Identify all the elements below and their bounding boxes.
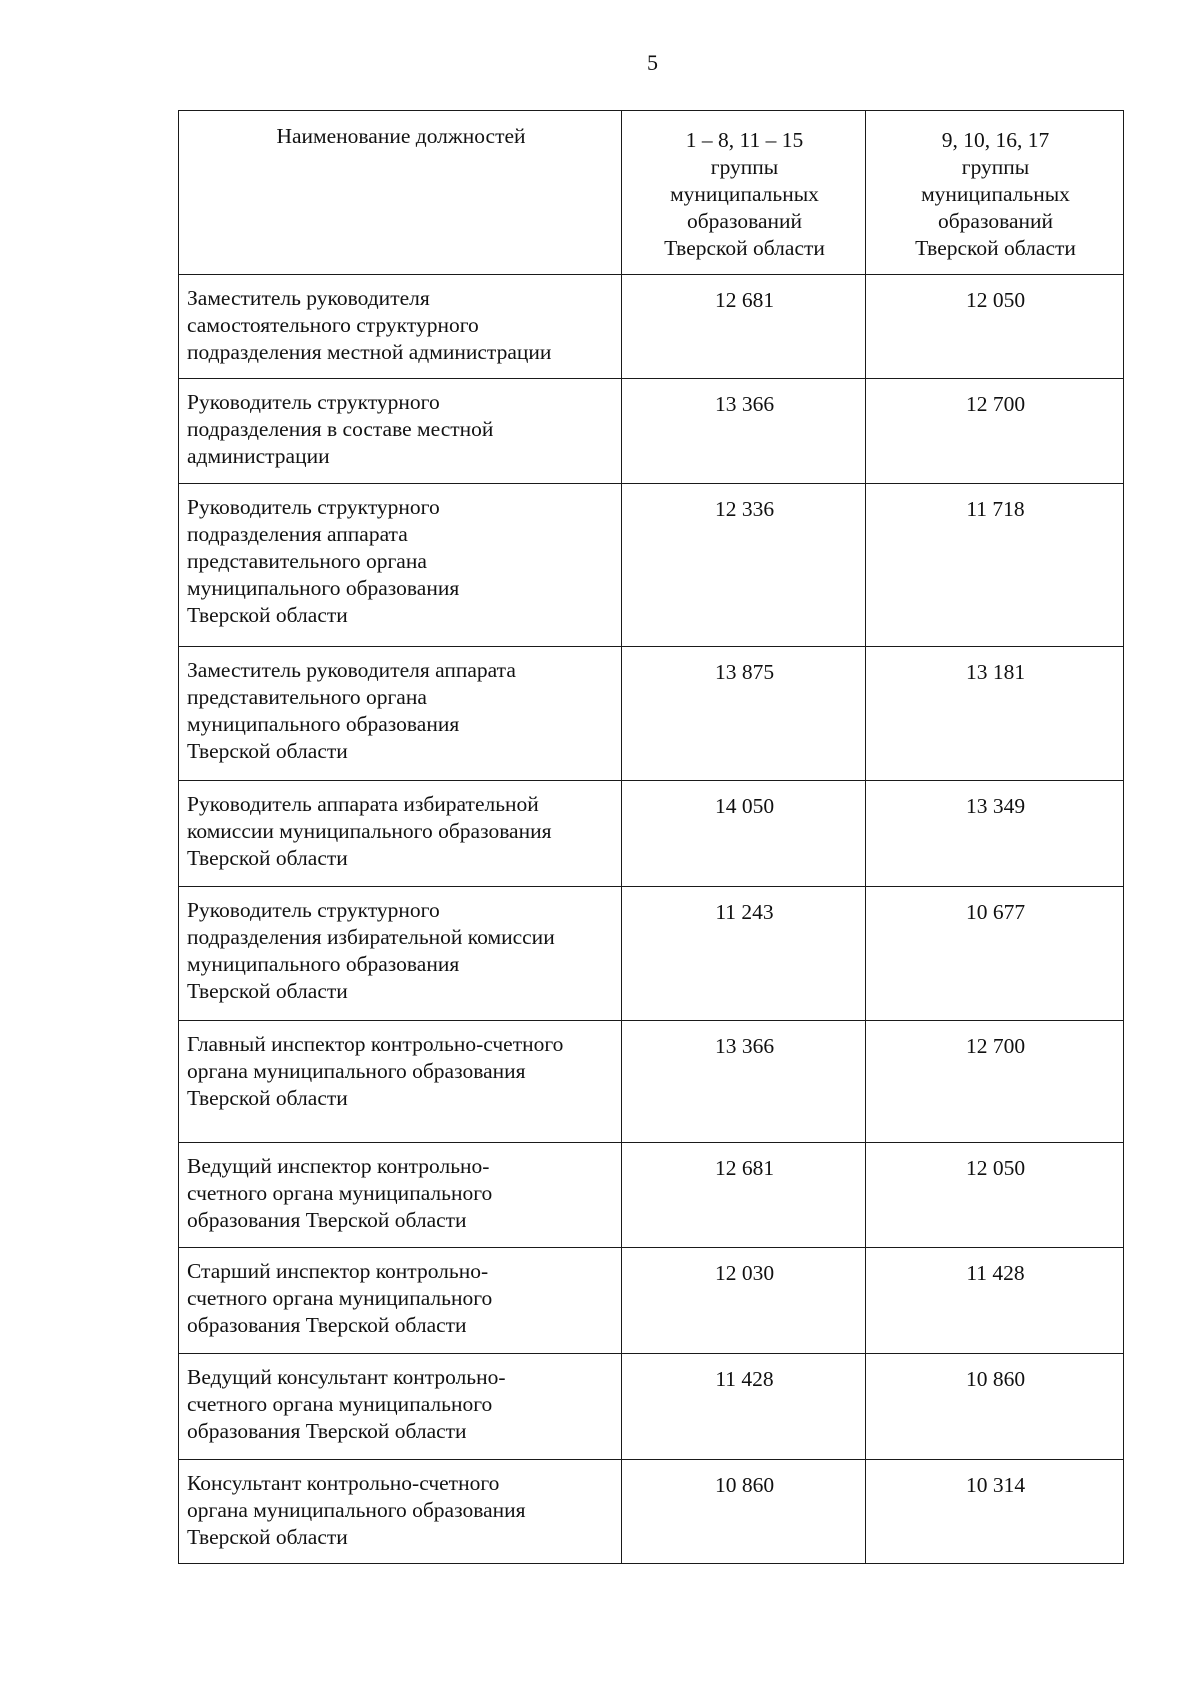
position-line: муниципального образования [187, 952, 460, 976]
value-group-a: 14 050 [622, 781, 866, 887]
position-line: Консультант контрольно-счетного [187, 1471, 500, 1495]
table-row [179, 647, 1124, 781]
position-line: Тверской области [187, 739, 348, 763]
value-group-b: 13 181 [866, 647, 1124, 781]
position-cell [179, 887, 622, 1021]
position-line: муниципального образования [187, 576, 460, 600]
header-group-b-line: Тверской области [915, 236, 1076, 260]
header-group-b-line: группы [961, 155, 1030, 179]
position-cell [179, 1248, 622, 1354]
table-row [179, 484, 1124, 647]
value-group-b: 11 718 [866, 484, 1124, 647]
header-group-a-line: муниципальных [670, 182, 819, 206]
table-row [179, 379, 1124, 484]
header-group-a-line: Тверской области [664, 236, 825, 260]
position-line: образования Тверской области [187, 1208, 467, 1232]
value-group-b: 12 700 [866, 379, 1124, 484]
header-group-b-line: 9, 10, 16, 17 [941, 128, 1050, 152]
position-line: органа муниципального образования [187, 1059, 526, 1083]
position-line: подразделения местной администрации [187, 340, 552, 364]
position-line: администрации [187, 444, 330, 468]
table-row [179, 781, 1124, 887]
position-cell [179, 379, 622, 484]
position-line: подразделения аппарата [187, 522, 408, 546]
position-cell [179, 484, 622, 647]
salary-table [178, 110, 1124, 1564]
table-row [179, 1460, 1124, 1564]
position-line: Руководитель структурного [187, 495, 440, 519]
position-line: Ведущий инспектор контрольно- [187, 1154, 490, 1178]
position-line: Тверской области [187, 846, 348, 870]
table-row [179, 1021, 1124, 1143]
value-group-a: 12 030 [622, 1248, 866, 1354]
position-cell [179, 781, 622, 887]
value-group-b: 12 050 [866, 275, 1124, 379]
value-group-b: 12 700 [866, 1021, 1124, 1143]
position-line: комиссии муниципального образования [187, 819, 552, 843]
table-header-row [179, 111, 1124, 275]
header-group-a [622, 111, 866, 275]
position-line: представительного органа [187, 685, 427, 709]
table-row [179, 1354, 1124, 1460]
position-line: Руководитель аппарата избирательной [187, 792, 539, 816]
position-cell [179, 647, 622, 781]
header-group-b-line: образований [937, 209, 1054, 233]
value-group-b: 10 314 [866, 1460, 1124, 1564]
value-group-a: 13 875 [622, 647, 866, 781]
header-group-b [866, 111, 1124, 275]
position-line: муниципального образования [187, 712, 460, 736]
position-line: Заместитель руководителя аппарата [187, 658, 516, 682]
value-group-b: 12 050 [866, 1143, 1124, 1248]
position-line: образования Тверской области [187, 1419, 467, 1443]
position-line: Ведущий консультант контрольно- [187, 1365, 506, 1389]
position-line: Тверской области [187, 1086, 348, 1110]
value-group-a: 13 366 [622, 379, 866, 484]
value-group-a: 12 681 [622, 1143, 866, 1248]
position-line: образования Тверской области [187, 1313, 467, 1337]
position-line: подразделения избирательной комиссии [187, 925, 555, 949]
value-group-a: 11 243 [622, 887, 866, 1021]
value-group-b: 13 349 [866, 781, 1124, 887]
position-line: самостоятельного структурного [187, 313, 479, 337]
position-line: Руководитель структурного [187, 390, 440, 414]
value-group-a: 10 860 [622, 1460, 866, 1564]
position-line: представительного органа [187, 549, 427, 573]
position-line: счетного органа муниципального [187, 1286, 493, 1310]
position-line: Заместитель руководителя [187, 286, 430, 310]
position-line: Старший инспектор контрольно- [187, 1259, 489, 1283]
header-group-b-line: муниципальных [921, 182, 1070, 206]
position-cell [179, 1143, 622, 1248]
position-cell [179, 275, 622, 379]
header-group-a-line: группы [710, 155, 779, 179]
value-group-b: 11 428 [866, 1248, 1124, 1354]
position-line: Тверской области [187, 603, 348, 627]
position-line: Тверской области [187, 979, 348, 1003]
position-cell [179, 1460, 622, 1564]
position-line: счетного органа муниципального [187, 1181, 493, 1205]
position-line: Тверской области [187, 1525, 348, 1549]
position-line: подразделения в составе местной [187, 417, 494, 441]
value-group-a: 12 681 [622, 275, 866, 379]
value-group-b: 10 677 [866, 887, 1124, 1021]
value-group-a: 12 336 [622, 484, 866, 647]
position-line: Руководитель структурного [187, 898, 440, 922]
table-row [179, 275, 1124, 379]
value-group-a: 13 366 [622, 1021, 866, 1143]
position-cell [179, 1354, 622, 1460]
table-row [179, 1248, 1124, 1354]
table-row [179, 887, 1124, 1021]
header-group-a-line: образований [686, 209, 803, 233]
position-line: счетного органа муниципального [187, 1392, 493, 1416]
value-group-b: 10 860 [866, 1354, 1124, 1460]
position-line: Главный инспектор контрольно-счетного [187, 1032, 564, 1056]
page-number: 5 [647, 50, 658, 75]
header-group-a-line: 1 – 8, 11 – 15 [685, 128, 804, 152]
header-position: Наименование должностей [179, 111, 622, 275]
value-group-a: 11 428 [622, 1354, 866, 1460]
table-row [179, 1143, 1124, 1248]
position-cell [179, 1021, 622, 1143]
position-line: органа муниципального образования [187, 1498, 526, 1522]
